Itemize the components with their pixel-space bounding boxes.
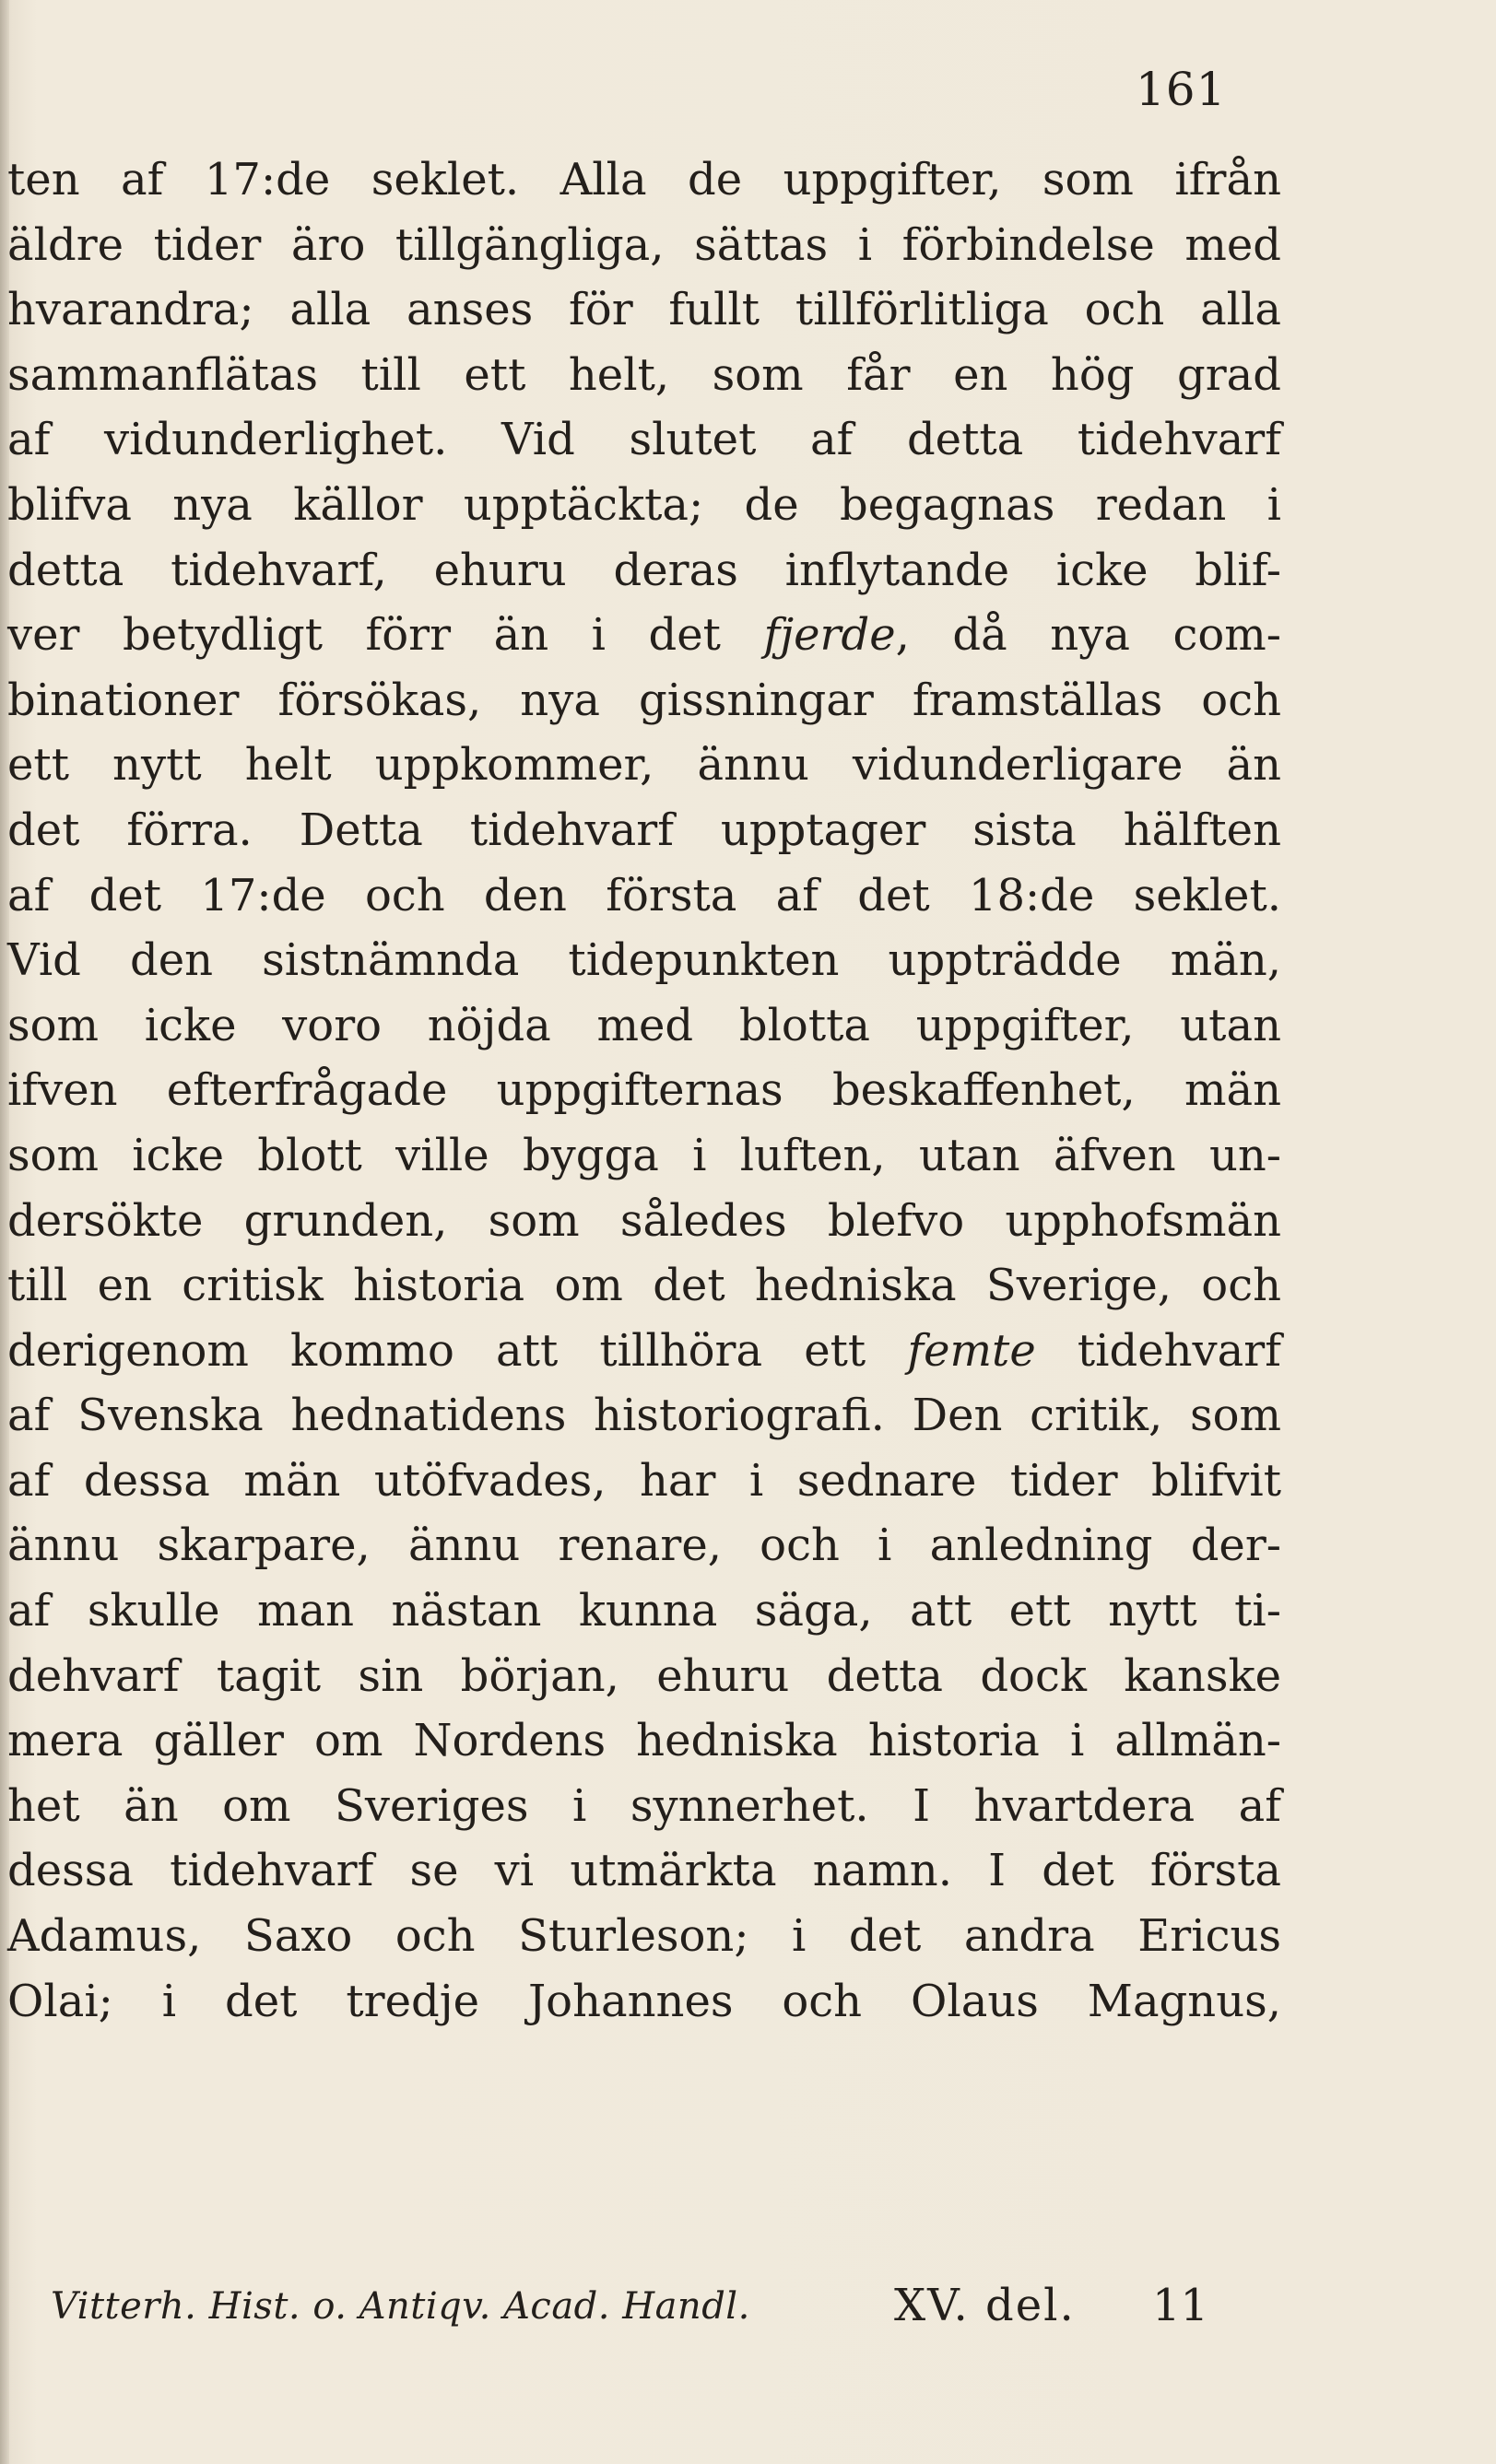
page-number: 161 — [1136, 63, 1227, 116]
text-segment: som icke voro nöjda med blotta uppgifter, utan — [7, 999, 1281, 1051]
emphasized-word: femte — [907, 1324, 1036, 1377]
text-line — [0, 1969, 1281, 2035]
text-segment: ver betydligt förr än i det — [7, 609, 764, 662]
text-segment: het än om Sveriges i synnerhet. I hvartdera af — [7, 1779, 1281, 1832]
text-line — [0, 603, 1281, 668]
text-segment: dessa tidehvarf se vi utmärkta namn. I det första — [7, 1845, 1281, 1897]
printer-signature-line — [51, 2280, 1212, 2350]
text-line — [0, 668, 1281, 733]
text-segment: , då nya com- — [895, 609, 1281, 662]
text-line — [0, 1319, 1281, 1384]
text-line — [0, 733, 1281, 798]
text-segment: dersökte grunden, som således blefvo upphofsmän — [7, 1194, 1281, 1247]
signature-text: Vitterh. Hist. o. Antiqv. Acad. Handl. — [51, 2285, 750, 2328]
text-segment: mera gäller om Nordens hedniska historia i allmän- — [7, 1715, 1281, 1767]
text-line — [0, 213, 1281, 278]
text-line — [0, 1904, 1281, 1969]
text-segment: Olai; i det tredje Johannes och Olaus Magnus, — [7, 1975, 1281, 2027]
text-line — [0, 1513, 1281, 1578]
text-line — [0, 147, 1281, 213]
text-line — [0, 1644, 1281, 1709]
text-line — [0, 798, 1281, 863]
text-line — [0, 538, 1281, 604]
text-line — [0, 928, 1281, 993]
text-segment: äldre tider äro tillgängliga, sättas i förbindelse med — [7, 218, 1281, 271]
text-segment: tidehvarf — [1035, 1324, 1281, 1377]
text-segment: Vid den sistnämnda tidepunkten uppträdde män, — [7, 934, 1281, 987]
text-segment: hvarandra; alla anses för fullt tillförlitliga och alla — [7, 284, 1281, 336]
text-segment: sammanflätas till ett helt, som får en hög grad — [7, 348, 1281, 401]
body-text — [0, 147, 1290, 2034]
text-segment: ifven efterfrågade uppgifternas beskaffenhet, män — [7, 1064, 1281, 1117]
text-segment: till en critisk historia om det hedniska Sverige, och — [7, 1260, 1281, 1312]
text-line — [0, 1774, 1281, 1839]
text-line — [0, 473, 1281, 538]
text-segment: af dessa män utöfvades, har i sednare tider blifvit — [7, 1454, 1281, 1507]
text-line — [0, 1708, 1281, 1774]
text-line — [0, 1578, 1281, 1644]
volume-label: XV. del. — [894, 2280, 1076, 2331]
text-segment: af det 17:de och den första af det 18:de seklet. — [7, 869, 1281, 921]
text-segment: Adamus, Saxo och Sturleson; i det andra Ericus — [7, 1910, 1281, 1963]
text-line — [0, 993, 1281, 1059]
text-line — [0, 1189, 1281, 1254]
text-segment: som icke blott ville bygga i luften, utan äfven un- — [7, 1129, 1281, 1181]
text-segment: ten af 17:de seklet. Alla de uppgifter, som ifrån — [7, 154, 1281, 205]
text-segment: derigenom kommo att tillhöra ett — [7, 1324, 908, 1377]
text-line — [0, 1253, 1281, 1319]
text-line — [0, 407, 1281, 473]
emphasized-word: fjerde — [763, 609, 896, 662]
text-line — [0, 343, 1281, 408]
text-segment: af Svenska hednatidens historiografi. Den critik, som — [7, 1390, 1281, 1442]
text-line — [0, 1449, 1281, 1514]
text-segment: dehvarf tagit sin början, ehuru detta dock kanske — [7, 1649, 1281, 1702]
text-line — [0, 1383, 1281, 1449]
text-segment: af skulle man nästan kunna säga, att ett nytt ti- — [7, 1585, 1281, 1637]
sheet-number: 11 — [1152, 2280, 1209, 2331]
text-segment: det förra. Detta tidehvarf upptager sista hälften — [7, 804, 1281, 856]
text-line — [0, 1838, 1281, 1904]
text-segment: ett nytt helt uppkommer, ännu vidunderligare än — [7, 739, 1281, 792]
text-segment: binationer försökas, nya gissningar framställas och — [7, 674, 1281, 726]
text-segment: detta tidehvarf, ehuru deras inflytande icke blif- — [7, 544, 1281, 596]
text-segment: blifva nya källor upptäckta; de begagnas redan i — [7, 478, 1281, 531]
text-line — [0, 1123, 1281, 1189]
text-segment: ännu skarpare, ännu renare, och i anledning der- — [7, 1519, 1281, 1572]
text-line — [0, 1058, 1281, 1123]
text-segment: af vidunderlighet. Vid slutet af detta tidehvarf — [7, 414, 1281, 466]
text-line — [0, 277, 1281, 343]
text-line — [0, 863, 1281, 929]
